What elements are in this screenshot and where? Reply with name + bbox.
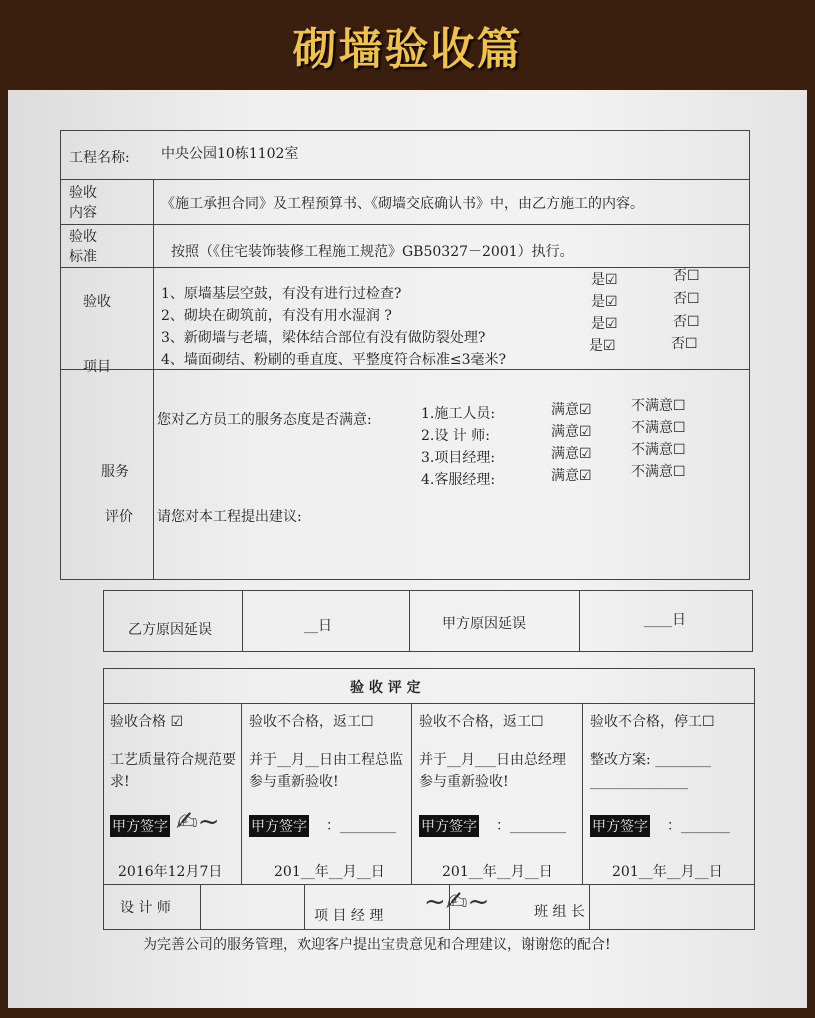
rework-checkbox[interactable]: 验收不合格，返工☐: [419, 714, 544, 730]
unsatisfied-checkbox[interactable]: 不满意☐: [631, 398, 686, 414]
eval-body: 工艺质量符合规范要求!: [110, 752, 236, 790]
sign-line[interactable]: ：________: [326, 818, 396, 834]
delay-b-label: 乙方原因延误: [128, 622, 212, 638]
eval-date: 201__年__月__日: [612, 864, 723, 880]
designer-label: 设 计 师: [120, 900, 171, 916]
unsatisfied-checkbox[interactable]: 不满意☐: [631, 464, 686, 480]
delay-b-value[interactable]: __日: [304, 618, 332, 634]
eval-date: 201__年__月__日: [442, 864, 553, 880]
yes-checkbox[interactable]: 是☑: [591, 294, 618, 310]
inspection-table: [60, 130, 750, 580]
pm-label: 项 目 经 理: [314, 908, 384, 924]
eval-date: 2016年12月7日: [118, 864, 223, 880]
standard-label: 验收标准: [69, 229, 97, 265]
item-text: 4、墙面砌结、粉刷的垂直度、平整度符合标准≤3毫米?: [161, 352, 507, 368]
no-checkbox[interactable]: 否☐: [673, 268, 700, 284]
suggestion-label: 请您对本工程提出建议:: [157, 509, 302, 525]
service-label-2: 评价: [105, 509, 133, 525]
yes-checkbox[interactable]: 是☑: [591, 316, 618, 332]
sign-label: 甲方签字: [419, 815, 479, 837]
evaluation-table: [103, 668, 755, 930]
no-checkbox[interactable]: 否☐: [671, 336, 698, 352]
banner-title: 砌墙验收篇: [292, 24, 523, 75]
evaluation-title: 验 收 评 定: [350, 680, 421, 696]
sign-label: 甲方签字: [590, 815, 650, 837]
delay-a-label: 甲方原因延误: [442, 616, 526, 632]
service-label: 服务: [101, 464, 129, 480]
yes-checkbox[interactable]: 是☑: [589, 338, 616, 354]
pass-checkbox[interactable]: 验收合格 ☑: [110, 714, 184, 730]
role: 2.设 计 师:: [421, 428, 490, 444]
document-photo: [8, 90, 807, 1008]
item-text: 1、原墙基层空鼓，有没有进行过检查?: [161, 286, 402, 302]
satisfied-checkbox[interactable]: 满意☑: [551, 402, 592, 418]
unsatisfied-checkbox[interactable]: 不满意☐: [631, 442, 686, 458]
stop-checkbox[interactable]: 验收不合格，停工☐: [590, 714, 715, 730]
eval-body: 整改方案: ________ ______________: [590, 752, 712, 790]
satisfied-checkbox[interactable]: 满意☑: [551, 424, 592, 440]
role: 3.项目经理:: [421, 450, 496, 466]
team-label: 班 组 长: [534, 904, 585, 920]
satisfied-checkbox[interactable]: 满意☑: [551, 446, 592, 462]
role: 4.客服经理:: [421, 472, 496, 488]
role: 1.施工人员:: [421, 406, 496, 422]
satisfied-checkbox[interactable]: 满意☑: [551, 468, 592, 484]
unsatisfied-checkbox[interactable]: 不满意☐: [631, 420, 686, 436]
item-text: 3、新砌墙与老墙，梁体结合部位有没有做防裂处理?: [161, 330, 486, 346]
content-text: 《施工承担合同》及工程预算书、《砌墙交底确认书》中，由乙方施工的内容。: [161, 196, 644, 212]
standard-text: 按照（《住宅装饰装修工程施工规范》GB50327－2001）执行。: [171, 244, 574, 260]
eval-body: 并于__月__日由工程总监参与重新验收!: [249, 752, 403, 790]
delay-a-value[interactable]: ____日: [644, 612, 686, 628]
yes-checkbox[interactable]: 是☑: [591, 272, 618, 288]
project-name: 中央公园10栋1102室: [161, 146, 299, 162]
footer-note: 为完善公司的服务管理，欢迎客户提出宝贵意见和合理建议，谢谢您的配合!: [143, 937, 611, 953]
eval-body: 并于__月___日由总经理参与重新验收!: [419, 752, 566, 790]
delay-table: [103, 590, 753, 652]
service-question: 您对乙方员工的服务态度是否满意:: [157, 412, 372, 428]
pm-signature: ~✍~: [424, 887, 490, 917]
sign-label: 甲方签字: [110, 815, 170, 837]
no-checkbox[interactable]: 否☐: [673, 291, 700, 307]
sign-line[interactable]: ：________: [496, 818, 566, 834]
rework-checkbox[interactable]: 验收不合格，返工☐: [249, 714, 374, 730]
content-label: 验收内容: [69, 185, 97, 221]
no-checkbox[interactable]: 否☐: [673, 314, 700, 330]
signature: ✍~: [176, 807, 220, 837]
items-label: 验收: [83, 294, 111, 310]
banner: [0, 0, 815, 90]
item-text: 2、砌块在砌筑前，有没有用水湿润 ?: [161, 308, 392, 324]
sign-line[interactable]: ：_______: [667, 818, 730, 834]
items-label-2: 项目: [83, 359, 111, 375]
sign-label: 甲方签字: [249, 815, 309, 837]
project-name-label: 工程名称:: [69, 150, 130, 166]
eval-date: 201__年__月__日: [274, 864, 385, 880]
